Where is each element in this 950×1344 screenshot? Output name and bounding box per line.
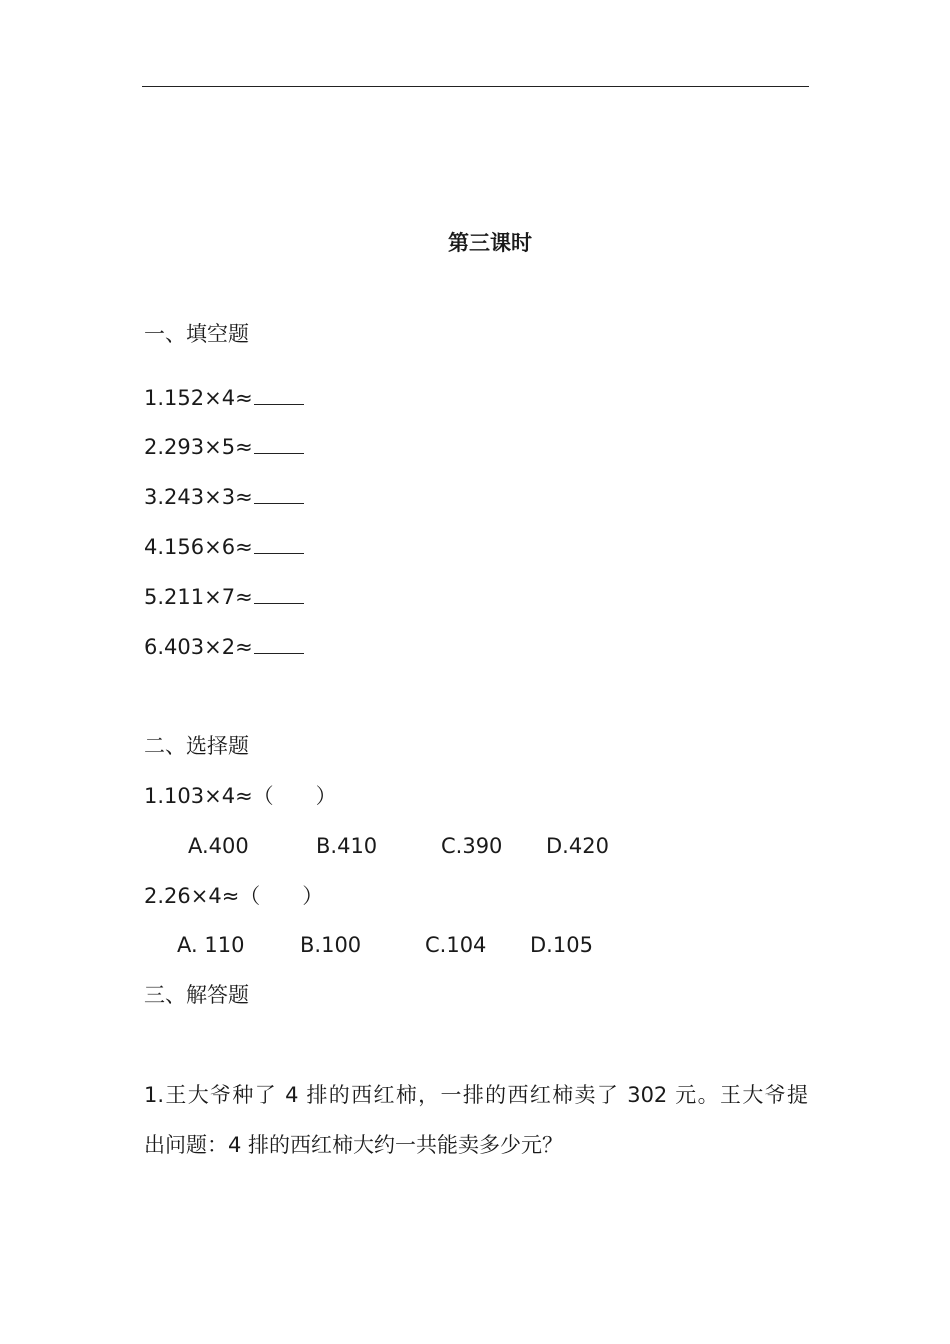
choice-option-c[interactable]: C.104 — [425, 933, 487, 957]
section-heading-fill-blank: 一、填空题 — [144, 322, 249, 346]
fill-blank-item — [144, 584, 304, 610]
fill-blank-item — [144, 534, 304, 560]
answer-blank[interactable] — [254, 386, 304, 405]
choice-question-stem: 1.103×4≈（ ） — [144, 784, 337, 808]
answer-blank[interactable] — [254, 535, 304, 554]
answer-blank[interactable] — [254, 635, 304, 654]
fill-blank-expression: 5.211×7≈ — [144, 585, 253, 609]
choice-option-d[interactable]: D.420 — [546, 834, 609, 858]
fill-blank-expression: 4.156×6≈ — [144, 535, 253, 559]
choice-option-a[interactable]: A.400 — [188, 834, 249, 858]
fill-blank-expression: 2.293×5≈ — [144, 435, 253, 459]
page-title: 第三课时 — [448, 231, 532, 255]
answer-blank[interactable] — [254, 485, 304, 504]
word-problem-line: 1.王大爷种了 4 排的西红柿，一排的西红柿卖了 302 元。王大爷提 — [144, 1083, 808, 1107]
fill-blank-item — [144, 434, 304, 460]
word-problem-line: 出问题：4 排的西红柿大约一共能卖多少元？ — [144, 1133, 564, 1157]
fill-blank-item — [144, 484, 304, 510]
fill-blank-expression: 1.152×4≈ — [144, 386, 253, 410]
section-heading-multiple-choice: 二、选择题 — [144, 734, 249, 758]
answer-blank[interactable] — [254, 435, 304, 454]
choice-question-stem: 2.26×4≈（ ） — [144, 884, 324, 908]
fill-blank-item — [144, 385, 304, 411]
choice-option-c[interactable]: C.390 — [441, 834, 503, 858]
choice-option-a[interactable]: A. 110 — [177, 933, 245, 957]
choice-option-b[interactable]: B.410 — [316, 834, 378, 858]
fill-blank-expression: 3.243×3≈ — [144, 485, 253, 509]
choice-option-d[interactable]: D.105 — [530, 933, 593, 957]
section-heading-word-problems: 三、解答题 — [144, 983, 249, 1007]
fill-blank-item — [144, 634, 304, 660]
choice-option-b[interactable]: B.100 — [300, 933, 362, 957]
header-rule — [142, 86, 809, 87]
answer-blank[interactable] — [254, 585, 304, 604]
fill-blank-expression: 6.403×2≈ — [144, 635, 253, 659]
